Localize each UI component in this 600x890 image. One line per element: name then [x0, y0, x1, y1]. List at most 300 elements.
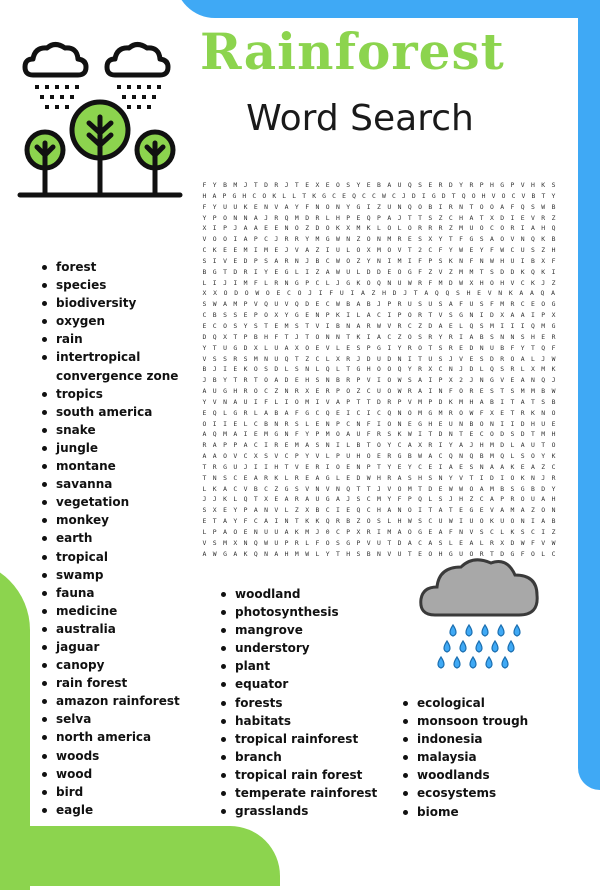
grid-letter: A [520, 311, 525, 320]
grid-letter: Z [305, 354, 310, 363]
grid-letter: L [479, 538, 484, 547]
word-label: tropical rain forest [235, 767, 363, 782]
grid-letter: D [469, 343, 474, 352]
grid-letter: O [479, 419, 484, 428]
grid-letter: O [479, 224, 484, 233]
bullet-icon [42, 663, 47, 668]
grid-letter: H [418, 473, 422, 482]
grid-letter: I [377, 419, 381, 428]
grid-letter: D [500, 430, 505, 439]
word-label: rain forest [56, 676, 128, 691]
grid-letter: U [264, 528, 268, 536]
grid-letter: E [520, 213, 525, 222]
grid-letter: I [531, 311, 535, 320]
grid-letter: L [264, 343, 268, 352]
grid-letter: D [284, 376, 289, 385]
grid-letter: F [397, 495, 402, 504]
grid-letter: Z [551, 278, 556, 287]
word-label: woodlands [417, 768, 490, 783]
grid-letter: J [308, 289, 313, 298]
grid-letter: M [438, 408, 443, 417]
grid-letter: S [520, 332, 525, 341]
grid-letter: E [233, 256, 238, 265]
grid-letter: T [500, 387, 505, 396]
grid-letter: C [264, 484, 268, 493]
grid-letter: W [212, 549, 217, 558]
grid-letter: H [305, 376, 310, 385]
grid-letter: U [397, 549, 402, 558]
grid-letter: I [459, 332, 464, 341]
grid-letter: M [407, 484, 412, 493]
grid-letter: O [366, 235, 371, 244]
grid-letter: K [335, 224, 340, 233]
grid-letter: D [305, 300, 310, 309]
word-label: canopy [56, 658, 105, 673]
grid-letter: E [387, 267, 392, 276]
grid-letter: S [212, 538, 217, 547]
grid-letter: S [356, 549, 361, 558]
grid-letter: P [428, 397, 433, 406]
grid-row [200, 429, 558, 440]
grid-letter: R [418, 365, 422, 374]
grid-letter: Z [356, 387, 361, 396]
grid-letter: N [397, 506, 402, 515]
grid-letter: W [551, 538, 556, 547]
grid-letter: L [294, 267, 299, 276]
grid-letter: H [377, 506, 381, 515]
grid-letter: O [469, 549, 474, 558]
bullet-icon [221, 628, 226, 633]
grid-letter: J [294, 332, 299, 341]
grid-letter: Z [551, 213, 556, 222]
grid-letter: S [489, 332, 494, 341]
grid-letter: L [325, 452, 330, 461]
grid-letter: O [531, 549, 535, 558]
grid-letter: C [377, 408, 381, 417]
grid-letter: E [202, 321, 207, 330]
word-label: monkey [56, 513, 109, 528]
grid-letter: L [500, 528, 505, 536]
grid-letter: N [541, 408, 546, 417]
grid-letter: C [391, 191, 396, 200]
grid-letter: A [424, 289, 429, 298]
bullet-icon [42, 645, 47, 650]
grid-letter: F [202, 181, 207, 189]
grid-letter: C [233, 473, 238, 482]
grid-letter: M [294, 441, 299, 450]
grid-letter: Y [305, 452, 310, 461]
grid-letter: D [234, 289, 239, 298]
grid-letter: X [428, 235, 433, 244]
grid-letter: T [253, 376, 258, 385]
word-label: biome [417, 804, 459, 819]
bullet-icon [403, 810, 408, 815]
grid-letter: S [510, 387, 515, 396]
grid-letter: W [335, 267, 340, 276]
grid-letter: Y [438, 235, 443, 244]
grid-letter: V [438, 311, 443, 320]
grid-letter: Y [284, 311, 289, 320]
grid-letter: S [438, 256, 443, 265]
grid-letter: A [418, 376, 422, 385]
grid-letter: T [284, 332, 289, 341]
grid-letter: S [356, 495, 361, 504]
grid-letter: N [325, 441, 330, 450]
grid-letter: P [294, 452, 299, 461]
grid-letter: R [274, 441, 279, 450]
grid-letter: F [305, 202, 310, 211]
word-label: savanna [56, 477, 113, 492]
grid-letter: T [448, 506, 453, 515]
word-label: photosynthesis [235, 605, 339, 620]
grid-letter: B [315, 256, 320, 265]
word-list-item [40, 294, 180, 312]
grid-letter: M [459, 397, 464, 406]
grid-row [200, 386, 558, 397]
grid-letter: X [356, 528, 361, 536]
grid-letter: D [510, 267, 515, 276]
grid-letter: S [428, 213, 433, 222]
grid-letter: Q [264, 300, 268, 309]
grid-letter: R [387, 452, 392, 461]
grid-letter: J [448, 495, 453, 504]
grid-letter: E [202, 517, 207, 526]
grid-letter: T [510, 397, 515, 406]
grid-letter: Y [387, 441, 392, 450]
grid-letter: I [531, 517, 535, 526]
grid-letter: H [531, 181, 535, 189]
grid-letter: B [541, 387, 546, 396]
bottom-green-shape [0, 826, 280, 886]
grid-letter: M [305, 397, 310, 406]
grid-letter: E [305, 462, 310, 471]
grid-letter: V [489, 506, 494, 515]
grid-letter: X [305, 387, 310, 396]
grid-letter: W [407, 430, 412, 439]
grid-letter: O [212, 235, 217, 244]
grid-letter: X [233, 538, 238, 547]
grid-letter: G [212, 267, 217, 276]
grid-letter: C [315, 354, 320, 363]
grid-letter: P [325, 311, 330, 320]
grid-letter: V [202, 538, 207, 547]
grid-letter: T [428, 506, 433, 515]
grid-letter: O [510, 473, 515, 482]
grid-letter: Y [366, 256, 371, 265]
grid-letter: G [520, 484, 525, 493]
word-list-item [219, 603, 377, 621]
grid-letter: C [253, 419, 258, 428]
bullet-icon [42, 808, 47, 813]
grid-letter: V [387, 484, 392, 493]
grid-letter: O [346, 256, 351, 265]
word-label: eagle [56, 802, 94, 817]
grid-letter: X [253, 343, 258, 352]
bullet-icon [221, 664, 226, 669]
grid-letter: A [212, 191, 217, 200]
word-list-item [401, 694, 528, 712]
grid-letter: R [551, 332, 556, 341]
grid-letter: A [520, 506, 525, 515]
grid-letter: A [274, 549, 279, 558]
grid-letter: A [500, 202, 505, 211]
grid-letter: N [397, 202, 402, 211]
grid-letter: S [500, 365, 505, 374]
grid-letter: P [243, 332, 248, 341]
grid-letter: J [377, 484, 381, 493]
grid-letter: I [418, 430, 422, 439]
grid-letter: P [212, 213, 217, 222]
grid-letter: D [392, 289, 397, 298]
grid-letter: G [294, 278, 299, 287]
grid-letter: I [418, 506, 422, 515]
grid-letter: I [479, 473, 484, 482]
grid-letter: K [243, 365, 248, 374]
grid-letter: G [397, 452, 402, 461]
grid-letter: E [223, 506, 227, 515]
grid-letter: Y [223, 376, 227, 385]
grid-letter: I [243, 430, 248, 439]
grid-letter: Z [356, 517, 361, 526]
grid-letter: T [407, 213, 412, 222]
bullet-icon [42, 754, 47, 759]
grid-letter: X [212, 506, 217, 515]
grid-letter: G [469, 235, 474, 244]
bullet-icon [42, 735, 47, 740]
word-list-item [219, 802, 377, 820]
grid-letter: G [305, 408, 310, 417]
grid-letter: P [315, 430, 320, 439]
grid-letter: B [264, 419, 268, 428]
grid-letter: C [366, 387, 371, 396]
grid-letter: P [243, 300, 248, 309]
grid-letter: E [243, 473, 248, 482]
grid-letter: N [253, 528, 258, 536]
grid-letter: H [551, 246, 556, 255]
grid-letter: A [243, 224, 248, 233]
grid-letter: D [428, 321, 433, 330]
grid-letter: D [448, 181, 453, 189]
grid-letter: I [366, 202, 371, 211]
bullet-icon [42, 355, 47, 360]
grid-letter: H [541, 224, 546, 233]
grid-letter: I [459, 517, 464, 526]
grid-letter: F [315, 538, 320, 547]
grid-letter: O [387, 365, 392, 374]
grid-letter: N [520, 517, 525, 526]
grid-letter: M [541, 321, 546, 330]
word-list-item [40, 475, 180, 493]
grid-letter: A [284, 495, 289, 504]
grid-letter: T [346, 332, 351, 341]
grid-letter: P [223, 441, 227, 450]
grid-letter: N [479, 343, 484, 352]
grid-letter: T [428, 430, 433, 439]
grid-letter: G [233, 408, 238, 417]
bullet-icon [403, 719, 408, 724]
grid-letter: N [233, 213, 238, 222]
grid-letter: O [407, 311, 412, 320]
grid-letter: M [489, 441, 494, 450]
grid-letter: C [448, 213, 453, 222]
word-label: tropics [56, 386, 103, 401]
grid-letter: R [469, 181, 474, 189]
grid-letter: D [500, 549, 505, 558]
grid-letter: P [253, 256, 258, 265]
grid-letter: B [346, 517, 351, 526]
grid-letter: V [233, 452, 238, 461]
grid-letter: E [469, 354, 474, 363]
grid-letter: D [520, 430, 525, 439]
word-list-item [219, 748, 377, 766]
grid-letter: B [212, 311, 217, 320]
grid-letter: L [397, 224, 402, 233]
grid-letter: D [397, 538, 402, 547]
word-label: swamp [56, 567, 104, 582]
grid-letter: R [407, 387, 412, 396]
grid-letter: E [233, 246, 238, 255]
word-label: montane [56, 459, 116, 474]
word-list-column-3 [401, 694, 528, 821]
grid-letter: J [541, 354, 546, 363]
grid-letter: N [387, 278, 392, 287]
grid-letter: T [223, 267, 227, 276]
grid-letter: Z [531, 506, 535, 515]
grid-letter: T [366, 441, 371, 450]
grid-letter: A [284, 202, 289, 211]
bullet-icon [42, 283, 47, 288]
grid-letter: M [233, 181, 238, 189]
grid-letter: A [212, 441, 217, 450]
grid-letter: Z [294, 506, 299, 515]
grid-letter: S [510, 430, 515, 439]
grid-letter: Z [315, 246, 320, 255]
grid-letter: N [223, 397, 227, 406]
grid-letter: O [407, 506, 412, 515]
word-label: south america [56, 404, 153, 419]
grid-letter: U [274, 528, 279, 536]
grid-letter: B [377, 181, 381, 189]
grid-letter: B [489, 397, 494, 406]
grid-row [200, 527, 558, 538]
grid-letter: E [243, 528, 248, 536]
grid-letter: I [500, 419, 505, 428]
grid-letter: R [346, 376, 351, 385]
grid-letter: Y [202, 343, 207, 352]
bullet-icon [42, 337, 47, 342]
grid-letter: Q [356, 506, 361, 515]
grid-letter: C [438, 452, 443, 461]
grid-letter: H [459, 213, 464, 222]
grid-letter: B [531, 191, 536, 200]
grid-letter: V [274, 202, 279, 211]
grid-letter: D [489, 473, 494, 482]
grid-letter: S [407, 376, 412, 385]
grid-letter: C [362, 191, 366, 200]
grid-letter: I [212, 224, 217, 233]
grid-letter: V [459, 473, 464, 482]
grid-letter: T [479, 213, 484, 222]
grid-letter: S [479, 235, 484, 244]
grid-letter: O [335, 181, 340, 189]
grid-letter: W [459, 484, 464, 493]
grid-letter: Q [325, 517, 330, 526]
grid-letter: D [500, 267, 505, 276]
grid-letter: I [520, 224, 525, 233]
grid-letter: P [305, 278, 310, 287]
grid-letter: U [335, 246, 340, 255]
grid-letter: E [438, 419, 443, 428]
grid-letter: Q [253, 549, 258, 558]
grid-letter: Q [434, 289, 439, 298]
grid-letter: B [253, 484, 258, 493]
grid-letter: K [551, 452, 556, 461]
grid-letter: O [223, 452, 227, 461]
grid-letter: A [202, 452, 207, 461]
grid-letter: S [377, 517, 381, 526]
grid-letter: A [212, 452, 217, 461]
grid-letter: I [253, 462, 258, 471]
grid-letter: J [212, 365, 217, 374]
grid-letter: T [305, 321, 310, 330]
grid-letter: A [377, 332, 381, 341]
grid-letter: T [531, 430, 535, 439]
grid-letter: G [322, 191, 327, 200]
grid-letter: A [233, 397, 238, 406]
grid-letter: O [356, 246, 361, 255]
grid-letter: P [366, 343, 371, 352]
grid-letter: S [315, 441, 320, 450]
grid-letter: O [223, 235, 227, 244]
grid-letter: E [438, 484, 443, 493]
grid-letter: N [356, 419, 361, 428]
grid-letter: O [541, 506, 546, 515]
grid-letter: G [469, 506, 474, 515]
grid-letter: O [489, 202, 494, 211]
grid-letter: M [253, 354, 258, 363]
grid-letter: N [315, 202, 320, 211]
grid-letter: H [469, 397, 474, 406]
grid-letter: B [551, 517, 556, 526]
grid-letter: E [479, 506, 484, 515]
grid-letter: I [274, 517, 279, 526]
grid-letter: I [346, 311, 351, 320]
grid-letter: M [418, 397, 422, 406]
grid-letter: P [284, 538, 289, 547]
bullet-icon [221, 701, 226, 706]
grid-letter: Y [233, 506, 238, 515]
grid-letter: R [469, 387, 474, 396]
grid-letter: W [255, 289, 260, 298]
grid-letter: U [339, 289, 344, 298]
grid-letter: F [418, 256, 422, 265]
grid-letter: L [335, 343, 340, 352]
grid-letter: R [284, 419, 289, 428]
grid-letter: X [489, 408, 494, 417]
grid-letter: V [202, 235, 207, 244]
grid-letter: P [335, 419, 340, 428]
grid-letter: L [377, 224, 381, 233]
grid-letter: Q [540, 289, 545, 298]
word-list-item [40, 548, 180, 566]
grid-letter: A [510, 311, 515, 320]
grid-letter: W [459, 278, 464, 287]
grid-letter: C [202, 311, 207, 320]
grid-letter: E [459, 506, 464, 515]
word-label: tropical rainforest [235, 731, 359, 746]
grid-letter: A [223, 300, 227, 309]
grid-letter: U [233, 462, 238, 471]
